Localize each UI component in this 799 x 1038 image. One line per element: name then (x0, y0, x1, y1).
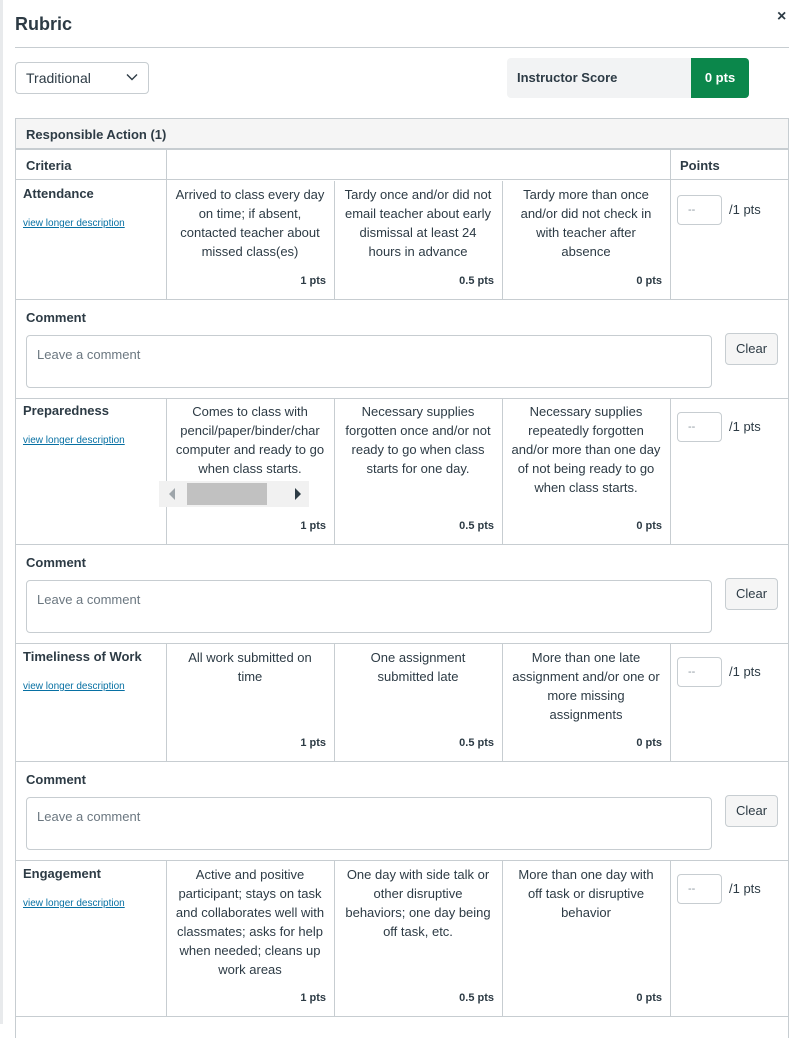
horizontal-scrollbar[interactable] (159, 481, 309, 507)
rating-description[interactable]: One assignment submitted late (370, 650, 466, 684)
rating-description[interactable]: Comes to class with pencil/paper/binder/char computer and ready to go when class starts. (175, 404, 325, 476)
points-max: /1 pts (729, 881, 761, 896)
close-icon[interactable]: × (777, 8, 787, 25)
comment-label: Comment (26, 555, 86, 570)
view-longer-description-link[interactable]: view longer description (23, 218, 125, 229)
criterion-name: Attendance (23, 186, 94, 201)
rating-points: 0.5 pts (459, 737, 494, 749)
points-input[interactable]: -- (677, 874, 722, 904)
points-max: /1 pts (729, 419, 761, 434)
rubric-table (15, 118, 789, 1038)
rating-points: 0 pts (636, 737, 662, 749)
rating-description[interactable]: One day with side talk or other disruptive behaviors; one day being off task, etc. (345, 867, 491, 939)
comment-label: Comment (26, 772, 86, 787)
chevron-down-icon (126, 71, 138, 83)
divider (166, 150, 167, 181)
rating-points: 1 pts (300, 737, 326, 749)
divider (670, 181, 671, 299)
rating-points: 1 pts (300, 992, 326, 1004)
rating-description[interactable]: Arrived to class every day on time; if absent, contacted teacher about missed class(es) (175, 187, 325, 259)
rating-points: 0.5 pts (459, 520, 494, 532)
scroll-left-icon[interactable] (169, 488, 175, 500)
instructor-score (507, 58, 749, 98)
divider (16, 1016, 788, 1017)
divider (16, 544, 788, 545)
divider (16, 643, 788, 644)
view-longer-description-link[interactable]: view longer description (23, 898, 125, 909)
points-input[interactable]: -- (677, 195, 722, 225)
rating-points: 0 pts (636, 275, 662, 287)
divider (16, 860, 788, 861)
points-input[interactable]: -- (677, 657, 722, 687)
page-edge (0, 0, 3, 1024)
rating-points: 0.5 pts (459, 992, 494, 1004)
rating-points: 0 pts (636, 992, 662, 1004)
instructor-score-label: Instructor Score (517, 70, 618, 85)
page-title: Rubric (15, 14, 73, 34)
points-input[interactable]: -- (677, 412, 722, 442)
instructor-score-value: 0 pts (691, 58, 749, 98)
view-longer-description-link[interactable]: view longer description (23, 435, 125, 446)
rating-description[interactable]: Necessary supplies forgotten once and/or not ready to go when class starts for one day. (345, 404, 491, 476)
points-max: /1 pts (729, 664, 761, 679)
rubric-view-value: Traditional (26, 70, 91, 86)
view-longer-description-link[interactable]: view longer description (23, 681, 125, 692)
clear-button[interactable]: Clear (725, 578, 778, 610)
rating-points: 0 pts (636, 520, 662, 532)
column-points: Points (680, 158, 720, 173)
criterion-name: Timeliness of Work (23, 649, 142, 664)
divider (670, 861, 671, 1017)
clear-button[interactable]: Clear (725, 333, 778, 365)
comment-input[interactable]: Leave a comment (26, 580, 712, 633)
rating-description[interactable]: Active and positive participant; stays on task and collaborates well with classmates; asks for help when needed; cleans up work areas (175, 867, 325, 977)
comment-label: Comment (26, 310, 86, 325)
comment-input[interactable]: Leave a comment (26, 797, 712, 850)
points-max: /1 pts (729, 202, 761, 217)
criterion-name: Engagement (23, 866, 102, 881)
divider (670, 150, 671, 181)
rubric-group-header (16, 118, 788, 149)
rating-description[interactable]: All work submitted on time (188, 650, 312, 684)
rubric-view-select[interactable] (15, 62, 149, 94)
rating-points: 1 pts (300, 520, 326, 532)
rating-description[interactable]: Tardy more than once and/or did not check in with teacher after absence (520, 187, 652, 259)
clear-button[interactable]: Clear (725, 795, 778, 827)
rating-points: 0.5 pts (459, 275, 494, 287)
rating-description[interactable]: Necessary supplies repeatedly forgotten and/or more than one day of not being ready to go when class starts. (511, 404, 661, 495)
column-criteria: Criteria (26, 158, 72, 173)
comment-input[interactable]: Leave a comment (26, 335, 712, 388)
rating-description[interactable]: More than one day with off task or disruptive behavior (518, 867, 654, 920)
rating-description[interactable]: More than one late assignment and/or one or more missing assignments (512, 650, 660, 722)
divider (670, 644, 671, 762)
divider (16, 299, 788, 300)
rubric-header (15, 0, 789, 48)
criterion-name: Preparedness (23, 403, 109, 418)
rubric-group-title: Responsible Action (1) (26, 127, 167, 142)
scrollbar-thumb[interactable] (187, 483, 267, 505)
rating-points: 1 pts (300, 275, 326, 287)
divider (16, 398, 788, 399)
column-header-row (16, 149, 788, 180)
divider (670, 399, 671, 545)
divider (16, 761, 788, 762)
scroll-right-icon[interactable] (295, 488, 301, 500)
rating-description[interactable]: Tardy once and/or did not email teacher about early dismissal at least 24 hours in advance (344, 187, 492, 259)
